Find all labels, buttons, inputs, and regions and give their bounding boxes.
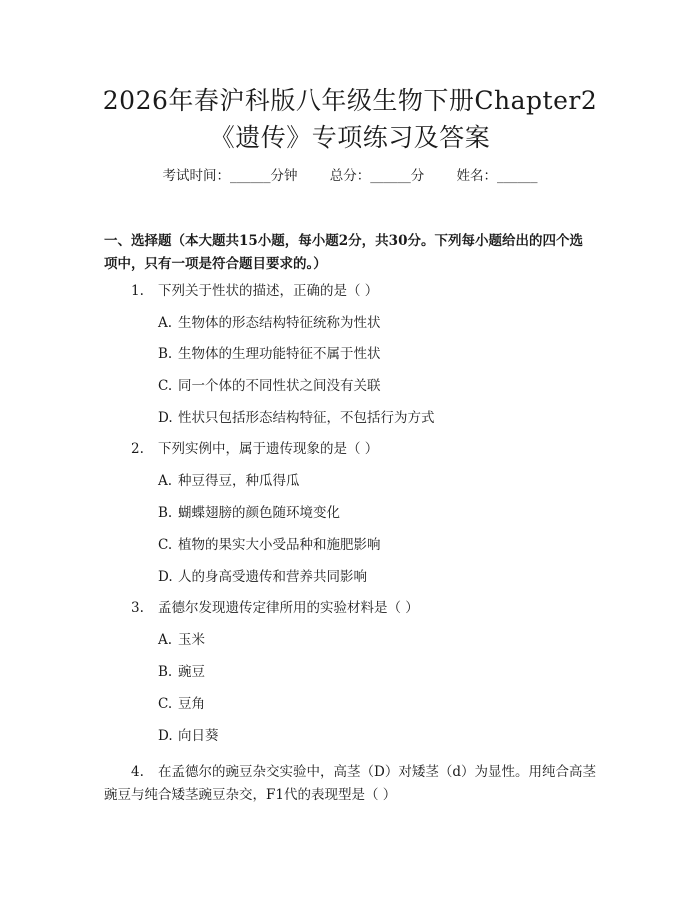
option-d [158,571,367,585]
exam-info [0,170,700,184]
option-text: 蝴蝶翅膀的颜色随环境变化 [178,505,340,521]
option-letter: A. [158,473,173,489]
option-letter: C. [158,378,173,394]
question-number: 1. [131,283,144,299]
option-text: 生物体的形态结构特征统称为性状 [178,315,381,331]
option-letter: D. [158,728,173,744]
option-letter: A. [158,315,173,331]
title-line-2: 《遗传》专项练习及答案 [209,123,491,152]
option-text: 向日葵 [178,728,219,744]
option-c [158,698,205,712]
question-number: 2. [131,441,144,457]
option-letter: C. [158,537,173,553]
question-stem: 下列实例中，属于遗传现象的是（ ） [158,441,379,457]
question-3 [131,602,419,616]
option-letter: B. [158,346,173,362]
option-text: 生物体的生理功能特征不属于性状 [178,346,381,362]
option-text: 玉米 [178,632,205,648]
option-text: 种豆得豆，种瓜得瓜 [178,473,300,489]
option-text: 豆角 [178,696,205,712]
question-2 [131,443,378,457]
question-number: 3. [131,600,144,616]
option-letter: A. [158,632,173,648]
option-letter: B. [158,664,173,680]
option-c [158,539,381,553]
option-a [158,317,381,331]
option-text: 人的身高受遗传和营养共同影响 [178,569,367,585]
question-stem: 在孟德尔的豌豆杂交实验中，高茎（D）对矮茎（d）为显性。用纯合高茎豌豆与纯合矮茎豌豆杂交，F1代的表现型是（ ） [104,764,596,803]
exam-time-field: 考试时间：______分钟 [162,168,298,184]
option-text: 同一个体的不同性状之间没有关联 [178,378,381,394]
option-text: 豌豆 [178,664,205,680]
section-heading: 一、选择题（本大题共15小题，每小题2分，共30分。下列每小题给出的四个选项中，只有一项是符合题目要求的。） [104,233,583,272]
option-b [158,507,340,521]
option-letter: C. [158,696,173,712]
question-number: 4. [131,764,144,780]
total-score-field: 总分：______分 [329,168,425,184]
option-letter: B. [158,505,173,521]
option-letter: D. [158,569,173,585]
option-d [158,730,219,744]
question-1 [131,285,378,299]
option-b [158,348,381,362]
title-line-1: 2026年春沪科版八年级生物下册Chapter2 [102,86,598,115]
question-stem: 孟德尔发现遗传定律所用的实验材料是（ ） [158,600,419,616]
option-letter: D. [158,410,173,426]
option-text: 植物的果实大小受品种和施肥影响 [178,537,381,553]
option-b [158,666,205,680]
option-d [158,412,435,426]
option-text: 性状只包括形态结构特征，不包括行为方式 [178,410,435,426]
option-c [158,380,381,394]
question-4 [104,761,600,807]
option-a [158,634,205,648]
question-stem: 下列关于性状的描述，正确的是（ ） [158,283,379,299]
option-a [158,475,300,489]
student-name-field: 姓名：______ [456,168,538,184]
